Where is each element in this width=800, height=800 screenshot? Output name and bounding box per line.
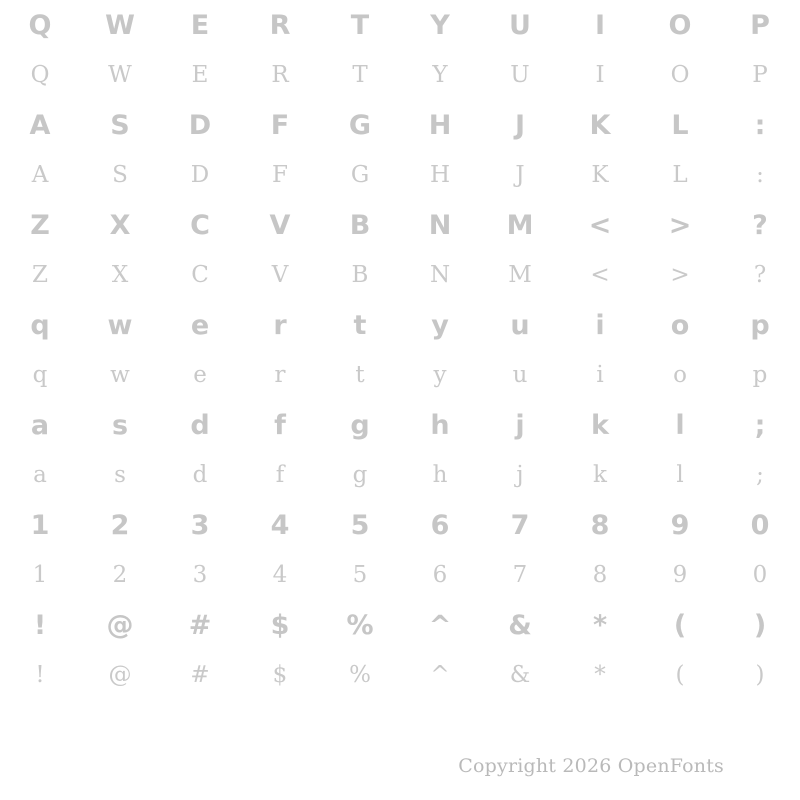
glyph-cell: ^ xyxy=(428,609,452,641)
glyph-cell: ? xyxy=(752,209,768,241)
glyph-cell: 6 xyxy=(432,561,448,588)
glyph-cell: K xyxy=(589,109,611,141)
glyph-cell: F xyxy=(270,109,290,141)
glyph-cell: O xyxy=(668,9,692,41)
glyph-cell: 5 xyxy=(352,561,368,588)
glyph-cell: P xyxy=(750,9,770,41)
glyph-cell: L xyxy=(672,161,688,188)
glyph-cell: s xyxy=(111,409,129,441)
glyph-cell: ; xyxy=(754,409,766,441)
glyph-cell: ( xyxy=(673,609,687,641)
glyph-row xyxy=(0,200,800,250)
glyph-cell: u xyxy=(512,361,528,388)
glyph-cell: 2 xyxy=(112,561,128,588)
glyph-cell: w xyxy=(110,361,130,388)
glyph-cell: q xyxy=(30,309,50,341)
glyph-row xyxy=(0,250,800,300)
glyph-cell: g xyxy=(350,409,370,441)
glyph-cell: & xyxy=(508,609,532,641)
glyph-cell: R xyxy=(271,61,289,88)
glyph-cell: 8 xyxy=(590,509,610,541)
glyph-cell: S xyxy=(112,161,128,188)
glyph-cell: G xyxy=(350,161,370,188)
glyph-cell: W xyxy=(108,61,132,88)
glyph-cell: T xyxy=(352,61,368,88)
glyph-cell: C xyxy=(191,261,209,288)
glyph-cell: D xyxy=(190,161,210,188)
glyph-cell: H xyxy=(429,161,451,188)
glyph-cell: k xyxy=(593,461,607,488)
glyph-cell: $ xyxy=(270,609,290,641)
glyph-cell: a xyxy=(30,409,50,441)
glyph-cell: o xyxy=(670,309,690,341)
glyph-cell: @ xyxy=(106,609,134,641)
glyph-cell: j xyxy=(516,461,524,488)
glyph-row xyxy=(0,350,800,400)
glyph-cell: P xyxy=(752,61,768,88)
glyph-cell: l xyxy=(676,461,684,488)
glyph-cell: < xyxy=(590,261,610,288)
glyph-cell: f xyxy=(275,461,285,488)
glyph-cell: y xyxy=(431,309,449,341)
glyph-cell: # xyxy=(188,609,212,641)
glyph-cell: 1 xyxy=(30,509,50,541)
glyph-cell: T xyxy=(350,9,370,41)
glyph-cell: * xyxy=(594,661,606,688)
glyph-cell: l xyxy=(675,409,685,441)
glyph-cell: h xyxy=(430,409,450,441)
glyph-row xyxy=(0,50,800,100)
glyph-row xyxy=(0,600,800,650)
glyph-cell: i xyxy=(596,361,604,388)
glyph-cell: E xyxy=(190,9,210,41)
glyph-cell: I xyxy=(594,9,606,41)
glyph-cell: N xyxy=(429,261,451,288)
glyph-cell: Q xyxy=(30,61,50,88)
glyph-cell: 0 xyxy=(750,509,770,541)
glyph-cell: & xyxy=(509,661,531,688)
glyph-row xyxy=(0,0,800,50)
glyph-cell: r xyxy=(274,361,286,388)
glyph-cell: C xyxy=(190,209,210,241)
glyph-cell: h xyxy=(432,461,448,488)
glyph-cell: 9 xyxy=(670,509,690,541)
glyph-cell: F xyxy=(272,161,288,188)
glyph-cell: I xyxy=(595,61,605,88)
glyph-cell: k xyxy=(591,409,609,441)
glyph-cell: J xyxy=(514,109,526,141)
glyph-cell: G xyxy=(348,109,372,141)
glyph-cell: N xyxy=(428,209,452,241)
glyph-cell: : xyxy=(756,161,764,188)
glyph-cell: 9 xyxy=(672,561,688,588)
glyph-cell: 3 xyxy=(190,509,210,541)
glyph-cell: E xyxy=(191,61,209,88)
glyph-cell: W xyxy=(105,9,135,41)
glyph-cell: B xyxy=(349,209,371,241)
glyph-cell: M xyxy=(508,261,532,288)
glyph-cell: y xyxy=(433,361,447,388)
glyph-cell: 3 xyxy=(192,561,208,588)
glyph-row xyxy=(0,500,800,550)
glyph-cell: d xyxy=(190,409,210,441)
glyph-cell: M xyxy=(506,209,534,241)
glyph-cell: 5 xyxy=(350,509,370,541)
glyph-cell: 6 xyxy=(430,509,450,541)
glyph-cell: Z xyxy=(32,261,48,288)
glyph-row xyxy=(0,100,800,150)
glyph-cell: > xyxy=(670,261,690,288)
glyph-cell: e xyxy=(193,361,207,388)
glyph-cell: r xyxy=(273,309,287,341)
glyph-cell: @ xyxy=(108,661,132,688)
glyph-cell: J xyxy=(515,161,525,188)
glyph-cell: u xyxy=(510,309,530,341)
glyph-cell: ) xyxy=(755,661,765,688)
glyph-cell: q xyxy=(32,361,48,388)
glyph-cell: d xyxy=(192,461,208,488)
glyph-cell: 0 xyxy=(752,561,768,588)
glyph-cell: B xyxy=(351,261,369,288)
glyph-cell: p xyxy=(750,309,770,341)
glyph-cell: U xyxy=(509,9,531,41)
glyph-cell: 1 xyxy=(32,561,48,588)
glyph-cell: X xyxy=(109,209,131,241)
glyph-cell: O xyxy=(670,61,690,88)
glyph-row xyxy=(0,150,800,200)
glyph-cell: % xyxy=(349,661,371,688)
glyph-cell: R xyxy=(269,9,291,41)
glyph-cell: S xyxy=(110,109,130,141)
glyph-cell: e xyxy=(190,309,210,341)
glyph-cell: D xyxy=(188,109,212,141)
glyph-cell: t xyxy=(353,309,367,341)
glyph-cell: f xyxy=(274,409,286,441)
glyph-cell: i xyxy=(595,309,605,341)
glyph-cell: A xyxy=(31,161,49,188)
glyph-cell: Y xyxy=(430,9,450,41)
glyph-cell: K xyxy=(591,161,609,188)
glyph-cell: 8 xyxy=(592,561,608,588)
glyph-cell: 7 xyxy=(510,509,530,541)
glyph-cell: Q xyxy=(28,9,52,41)
glyph-cell: p xyxy=(752,361,768,388)
glyph-cell: > xyxy=(668,209,692,241)
glyph-row xyxy=(0,550,800,600)
glyph-cell: g xyxy=(352,461,368,488)
glyph-cell: ! xyxy=(33,609,47,641)
glyph-cell: H xyxy=(428,109,452,141)
glyph-cell: ^ xyxy=(430,661,450,688)
glyph-cell: a xyxy=(33,461,47,488)
glyph-cell: t xyxy=(355,361,365,388)
glyph-cell: s xyxy=(114,461,126,488)
glyph-cell: 7 xyxy=(512,561,528,588)
glyph-cell: # xyxy=(190,661,210,688)
glyph-cell: U xyxy=(510,61,530,88)
glyph-cell: w xyxy=(107,309,133,341)
glyph-cell: V xyxy=(269,209,291,241)
glyph-cell: : xyxy=(754,109,766,141)
glyph-cell: Z xyxy=(30,209,50,241)
glyph-row xyxy=(0,650,800,700)
glyph-cell: $ xyxy=(272,661,288,688)
glyph-cell: X xyxy=(111,261,129,288)
glyph-row xyxy=(0,400,800,450)
glyph-cell: ! xyxy=(35,661,45,688)
glyph-cell: o xyxy=(673,361,687,388)
glyph-cell: A xyxy=(29,109,51,141)
glyph-cell: ( xyxy=(675,661,685,688)
glyph-cell: ) xyxy=(753,609,767,641)
copyright-notice: Copyright 2026 OpenFonts xyxy=(458,755,724,777)
glyph-cell: 4 xyxy=(270,509,290,541)
glyph-cell: 2 xyxy=(110,509,130,541)
glyph-cell: 4 xyxy=(272,561,288,588)
glyph-cell: * xyxy=(592,609,608,641)
glyph-cell: V xyxy=(271,261,289,288)
glyph-row xyxy=(0,450,800,500)
glyph-cell: ? xyxy=(753,261,767,288)
glyph-cell: ; xyxy=(756,461,764,488)
glyph-cell: Y xyxy=(432,61,448,88)
glyph-cell: L xyxy=(671,109,689,141)
glyph-cell: j xyxy=(515,409,525,441)
glyph-cell: % xyxy=(346,609,374,641)
glyph-cell: < xyxy=(588,209,612,241)
glyph-row xyxy=(0,300,800,350)
